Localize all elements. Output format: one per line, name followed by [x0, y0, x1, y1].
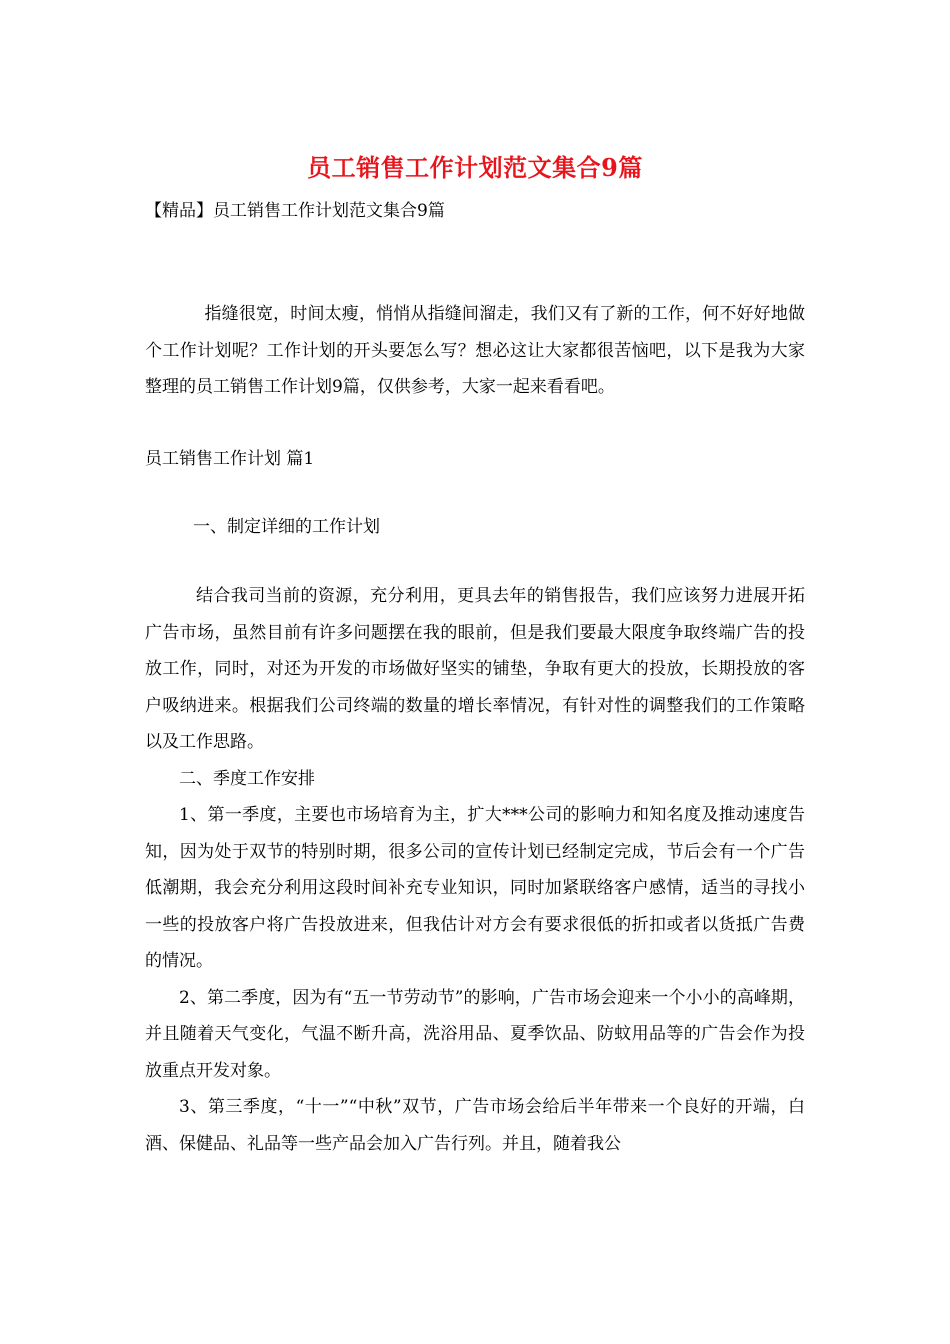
list-item-q1: 1、第一季度，主要也市场培育为主，扩大***公司的影响力和知名度及推动速度告知，因为处于双节的特别时期，很多公司的宣传计划已经制定完成，节后会有一个广告低潮期，我会充分利用这段时间补充专业知识，同时加紧联络客户感情，适当的寻找小一些的投放客户将广告投放进来，但我估计对方会有要求很低的折扣或者以货抵广告费的情况。: [145, 805, 805, 971]
heading-plan: 一、制定详细的工作计划: [193, 517, 380, 537]
body-content: [145, 578, 805, 1162]
intro-text: 指缝很宽，时间太瘦，悄悄从指缝间溜走，我们又有了新的工作，何不好好地做个工作计划呢？工作计划的开头要怎么写？想必这让大家都很苦恼吧，以下是我为大家整理的员工销售工作计划9篇，仅供参考，大家一起来看看吧。: [145, 304, 805, 397]
list-item-q3: 3、第三季度，“十一”“中秋”双节，广告市场会给后半年带来一个良好的开端，白酒、保健品、礼品等一些产品会加入广告行列。并且，随着我公: [145, 1097, 805, 1154]
paragraph-plan: 结合我司当前的资源，充分利用，更具去年的销售报告，我们应该努力进展开拓广告市场，虽然目前有许多问题摆在我的眼前，但是我们要最大限度争取终端广告的投放工作，同时，对还为开发的市场做好坚实的铺垫，争取有更大的投放，长期投放的客户吸纳进来。根据我们公司终端的数量的增长率情况，有针对性的调整我们的工作策略以及工作思路。: [145, 586, 805, 752]
section-title: 员工销售工作计划 篇1: [145, 449, 315, 469]
intro-paragraph: [145, 296, 805, 406]
list-item-q2: 2、第二季度，因为有“五一节劳动节”的影响，广告市场会迎来一个小小的高峰期，并且随着天气变化，气温不断升高，洗浴用品、夏季饮品、防蚊用品等的广告会作为投放重点开发对象。: [145, 987, 805, 1081]
document-title: 员工销售工作计划范文集合9篇: [307, 153, 643, 182]
document-subtitle: 【精品】员工销售工作计划范文集合9篇: [145, 201, 445, 221]
heading-quarterly: 二、季度工作安排: [179, 768, 315, 789]
